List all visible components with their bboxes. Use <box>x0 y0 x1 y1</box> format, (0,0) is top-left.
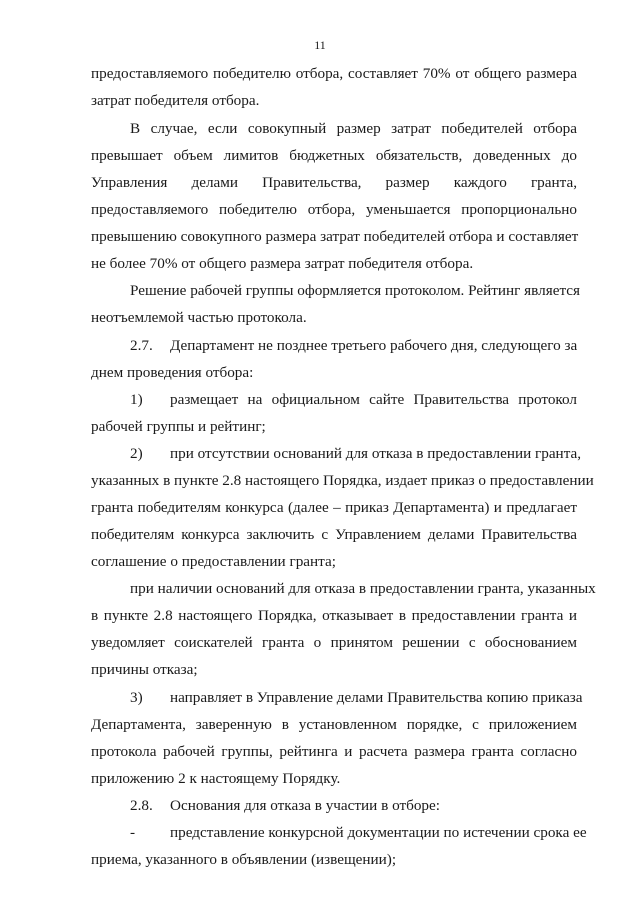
text-line: протокола рабочей группы, рейтинга и расчета размера гранта согласно <box>91 743 577 760</box>
item-text: при отсутствии оснований для отказа в предоставлении гранта, <box>170 445 582 462</box>
paragraph-first-line: Решение рабочей группы оформляется протоколом. Рейтинг является <box>130 282 580 299</box>
text-line: затрат победителя отбора. <box>91 92 260 109</box>
text-line: соглашение о предоставлении гранта; <box>91 553 336 570</box>
numbered-item-2-7 <box>130 336 577 356</box>
text-line: приложению 2 к настоящему Порядку. <box>91 770 341 787</box>
text-line: причины отказа; <box>91 661 198 678</box>
text-line: приема, указанного в объявлении (извещении); <box>91 851 397 868</box>
text-line: предоставляемого победителю отбора, уменьшается пропорционально <box>91 201 577 218</box>
page-number: 11 <box>314 38 326 52</box>
text-line: уведомляет соискателей гранта о принятом решении с обоснованием <box>91 634 577 651</box>
text-line: превышению совокупного размера затрат победителей отбора и составляет <box>91 228 579 245</box>
text-line: победителям конкурса заключить с Управлением делами Правительства <box>91 526 577 543</box>
text-line: рабочей группы и рейтинг; <box>91 418 266 435</box>
text-line: днем проведения отбора: <box>91 364 254 381</box>
item-text: направляет в Управление делами Правительства копию приказа <box>170 689 583 706</box>
text-line: гранта победителям конкурса (далее – приказ Департамента) и предлагает <box>91 499 577 516</box>
item-text: размещает на официальном сайте Правительства протокол <box>170 391 577 408</box>
numbered-item-2-8 <box>130 796 577 816</box>
text-line: не более 70% от общего размера затрат победителя отбора. <box>91 255 474 272</box>
text-line: превышает объем лимитов бюджетных обязательств, доведенных до <box>91 147 577 164</box>
item-number: 2.7. <box>130 337 153 354</box>
item-text: представление конкурсной документации по истечении срока ее <box>170 824 587 841</box>
item-text: Основания для отказа в участии в отборе: <box>170 797 440 814</box>
text-line: указанных в пункте 2.8 настоящего Порядка, издает приказ о предоставлении <box>91 472 594 489</box>
numbered-item-2 <box>130 444 582 464</box>
text-line: в пункте 2.8 настоящего Порядка, отказывает в предоставлении гранта и <box>91 607 577 624</box>
numbered-item-3 <box>130 688 583 708</box>
item-dash: - <box>130 824 136 841</box>
dash-item <box>130 823 587 843</box>
item-number: 1) <box>130 391 143 408</box>
item-number: 2) <box>130 445 143 462</box>
text-line: Управления делами Правительства, размер каждого гранта, <box>91 174 577 191</box>
text-line: Департамента, заверенную в установленном порядке, с приложением <box>91 716 577 733</box>
item-text: Департамент не позднее третьего рабочего дня, следующего за <box>170 337 578 354</box>
paragraph-first-line: при наличии оснований для отказа в предоставлении гранта, указанных <box>130 580 596 597</box>
item-number: 2.8. <box>130 797 153 814</box>
item-number: 3) <box>130 689 143 706</box>
numbered-item-1 <box>130 390 577 410</box>
text-line: неотъемлемой частью протокола. <box>91 309 307 326</box>
text-line: предоставляемого победителю отбора, составляет 70% от общего размера <box>91 65 577 82</box>
paragraph-first-line: В случае, если совокупный размер затрат победителей отбора <box>130 120 577 137</box>
